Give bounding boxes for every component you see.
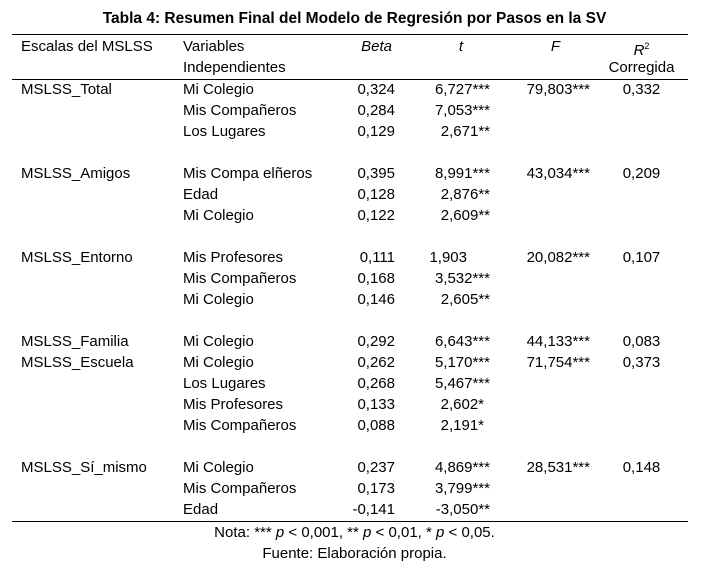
row-scale: MSLSS_Amigos — [21, 165, 131, 182]
row-f: 28,531*** — [526, 459, 590, 476]
row-f: 79,803*** — [526, 81, 590, 98]
row-t: 5,170*** — [434, 354, 490, 371]
row-beta: 0,268 — [357, 375, 395, 392]
header-r2-sup: 2 — [644, 41, 650, 51]
row-scale: MSLSS_Sí_mismo — [21, 459, 147, 476]
row-t: 6,727*** — [434, 81, 490, 98]
header-variables-line1: Variables — [183, 38, 245, 55]
row-beta: 0,324 — [357, 81, 395, 98]
row-variable: Edad — [183, 186, 219, 203]
row-t: 8,991*** — [434, 165, 490, 182]
row-scale: MSLSS_Escuela — [21, 354, 134, 371]
row-f: 20,082*** — [526, 249, 590, 266]
row-r2: 0,373 — [622, 354, 661, 371]
row-f: 71,754*** — [526, 354, 590, 371]
row-beta: 0,237 — [357, 459, 395, 476]
row-beta: 0,111 — [359, 249, 395, 266]
row-beta: 0,088 — [357, 417, 395, 434]
row-variable: Mis Compañeros — [183, 480, 297, 497]
row-t: 2,671** — [440, 123, 490, 140]
row-variable: Mi Colegio — [183, 354, 254, 371]
row-variable: Los Lugares — [183, 123, 266, 140]
row-variable: Mi Colegio — [183, 81, 254, 98]
note-suffix: < 0,05. — [444, 524, 495, 541]
row-r2: 0,332 — [622, 81, 661, 98]
row-variable: Mi Colegio — [183, 459, 254, 476]
row-beta: -0,141 — [352, 501, 395, 518]
row-beta: 0,262 — [357, 354, 395, 371]
header-beta: Beta — [361, 38, 392, 55]
row-t: 3,532*** — [434, 270, 490, 287]
row-beta: 0,284 — [357, 102, 395, 119]
table-source: Fuente: Elaboración propia. — [262, 545, 447, 562]
row-t: 2,609** — [440, 207, 490, 224]
table-title: Tabla 4: Resumen Final del Modelo de Regresión por Pasos en la SV — [102, 10, 607, 27]
header-r2-line2: Corregida — [608, 59, 675, 76]
note-p3: p — [436, 524, 445, 541]
row-r2: 0,148 — [622, 459, 661, 476]
row-beta: 0,173 — [357, 480, 395, 497]
row-variable: Mis Compañeros — [183, 102, 297, 119]
row-scale: MSLSS_Total — [21, 81, 112, 98]
row-t: 3,799*** — [434, 480, 490, 497]
row-beta: 0,146 — [357, 291, 395, 308]
row-r2: 0,209 — [622, 165, 661, 182]
row-beta: 0,292 — [357, 333, 395, 350]
row-t: 2,605** — [440, 291, 490, 308]
row-variable: Mis Profesores — [183, 249, 284, 266]
row-t: 1,903 — [429, 249, 467, 266]
row-t: 7,053*** — [434, 102, 490, 119]
row-t: 2,876** — [440, 186, 490, 203]
header-variables-line2: Independientes — [183, 59, 286, 76]
row-r2: 0,083 — [622, 333, 661, 350]
row-variable: Mi Colegio — [183, 291, 254, 308]
row-variable: Mis Compañeros — [183, 417, 297, 434]
row-variable: Edad — [183, 501, 219, 518]
row-f: 44,133*** — [526, 333, 590, 350]
row-beta: 0,133 — [357, 396, 395, 413]
row-r2: 0,107 — [622, 249, 661, 266]
row-t: 4,869*** — [434, 459, 490, 476]
top-rule — [12, 34, 688, 35]
row-t: 2,191* — [440, 417, 484, 434]
row-variable: Mis Compañeros — [183, 270, 297, 287]
row-variable: Mis Compa elñeros — [183, 165, 313, 182]
row-variable: Los Lugares — [183, 375, 266, 392]
header-t: t — [458, 38, 463, 55]
row-scale: MSLSS_Familia — [21, 333, 129, 350]
row-variable: Mi Colegio — [183, 333, 254, 350]
row-beta: 0,129 — [357, 123, 395, 140]
row-variable: Mis Profesores — [183, 396, 284, 413]
row-scale: MSLSS_Entorno — [21, 249, 133, 266]
row-beta: 0,122 — [357, 207, 395, 224]
note-mid2: < 0,01, * — [371, 524, 437, 541]
row-t: 5,467*** — [434, 375, 490, 392]
row-beta: 0,128 — [357, 186, 395, 203]
row-variable: Mi Colegio — [183, 207, 254, 224]
row-t: -3,050** — [435, 501, 490, 518]
header-f: F — [550, 38, 560, 55]
note-p2: p — [363, 524, 372, 541]
note-mid1: < 0,001, ** — [284, 524, 364, 541]
header-r2-base: R — [633, 42, 645, 59]
note-p1: p — [275, 524, 285, 541]
row-t: 6,643*** — [434, 333, 490, 350]
row-t: 2,602* — [440, 396, 484, 413]
row-beta: 0,168 — [357, 270, 395, 287]
header-scale: Escalas del MSLSS — [21, 38, 153, 55]
row-f: 43,034*** — [526, 165, 590, 182]
row-beta: 0,395 — [357, 165, 395, 182]
note-prefix: Nota: *** — [214, 524, 276, 541]
table-note — [0, 522, 709, 543]
